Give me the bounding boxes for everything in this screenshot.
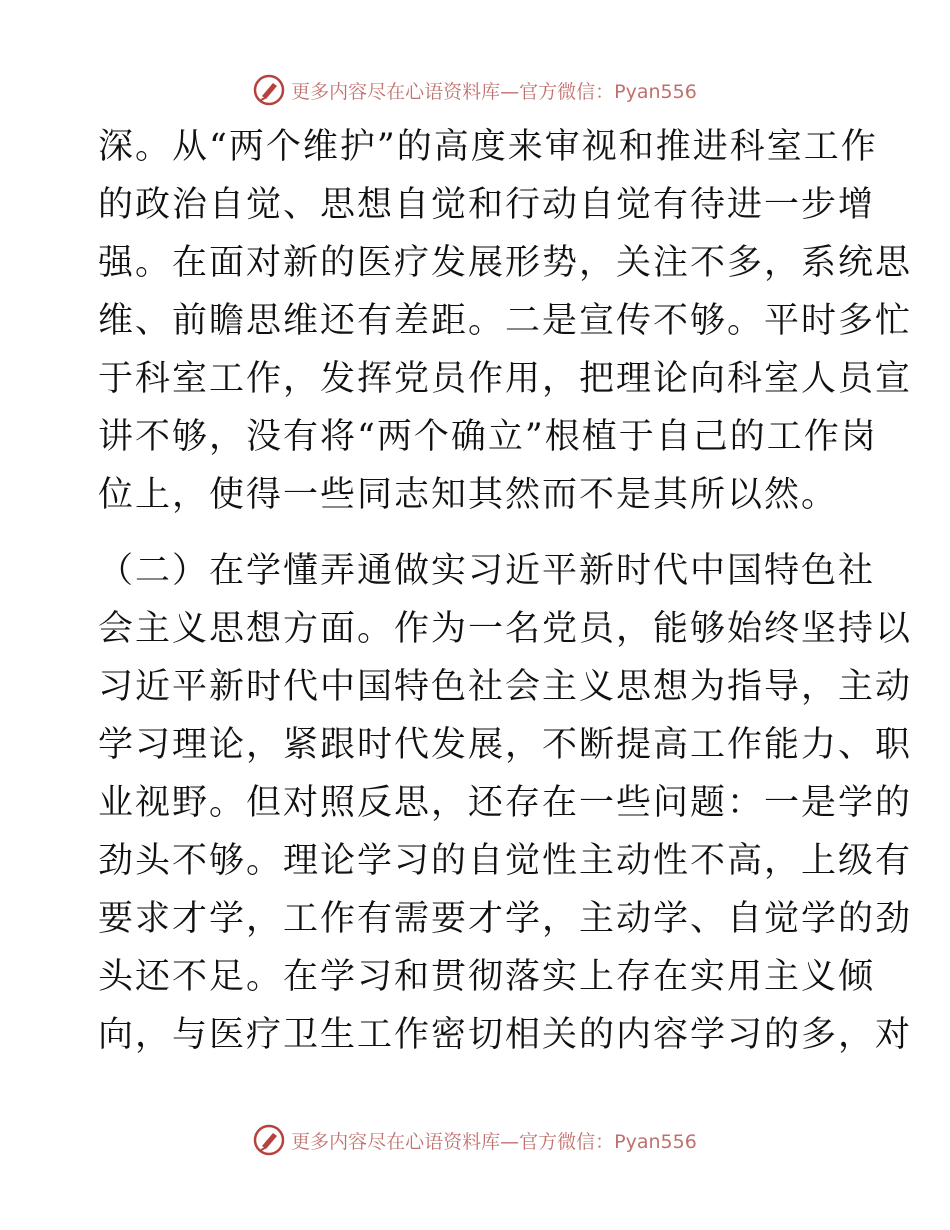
text-line: 于科室工作，发挥党员作用，把理论向科室人员宣 (98, 359, 913, 399)
text-line: 会主义思想方面。作为一名党员，能够始终坚持以 (98, 609, 913, 649)
text-line: 强。在面对新的医疗发展形势，关注不多，系统思 (98, 243, 913, 283)
text-line: 位上，使得一些同志知其然而不是其所以然。 (98, 475, 839, 515)
text-line: 维、前瞻思维还有差距。二是宣传不够。平时多忙 (98, 301, 913, 341)
text-line: （二）在学懂弄通做实习近平新时代中国特色社 (98, 551, 876, 591)
header-watermark-banner (0, 72, 950, 108)
text-line: 劲头不够。理论学习的自觉性主动性不高，上级有 (98, 841, 913, 881)
text-line: 习近平新时代中国特色社会主义思想为指导，主动 (98, 667, 913, 707)
paragraph-1 (98, 118, 913, 524)
header-banner-text: 更多内容尽在心语资料库—官方微信：Pyan556 (291, 80, 697, 103)
document-body (98, 118, 913, 1064)
pen-seal-logo-icon (253, 1124, 285, 1156)
pen-seal-logo-icon (253, 74, 285, 106)
text-line: 要求才学，工作有需要才学，主动学、自觉学的劲 (98, 899, 913, 939)
text-line: 头还不足。在学习和贯彻落实上存在实用主义倾 (98, 957, 876, 997)
text-line: 的政治自觉、思想自觉和行动自觉有待进一步增 (98, 185, 876, 225)
footer-watermark-banner (0, 1122, 950, 1158)
paragraph-2 (98, 542, 913, 1064)
text-line: 学习理论，紧跟时代发展，不断提高工作能力、职 (98, 725, 913, 765)
text-line: 深。从“两个维护”的高度来审视和推进科室工作 (98, 127, 878, 167)
footer-banner-text: 更多内容尽在心语资料库—官方微信：Pyan556 (291, 1130, 697, 1153)
text-line: 业视野。但对照反思，还存在一些问题：一是学的 (98, 783, 913, 823)
text-line: 向，与医疗卫生工作密切相关的内容学习的多，对 (98, 1015, 913, 1055)
text-line: 讲不够，没有将“两个确立”根植于自己的工作岗 (98, 417, 878, 457)
paragraph-gap (98, 524, 858, 542)
